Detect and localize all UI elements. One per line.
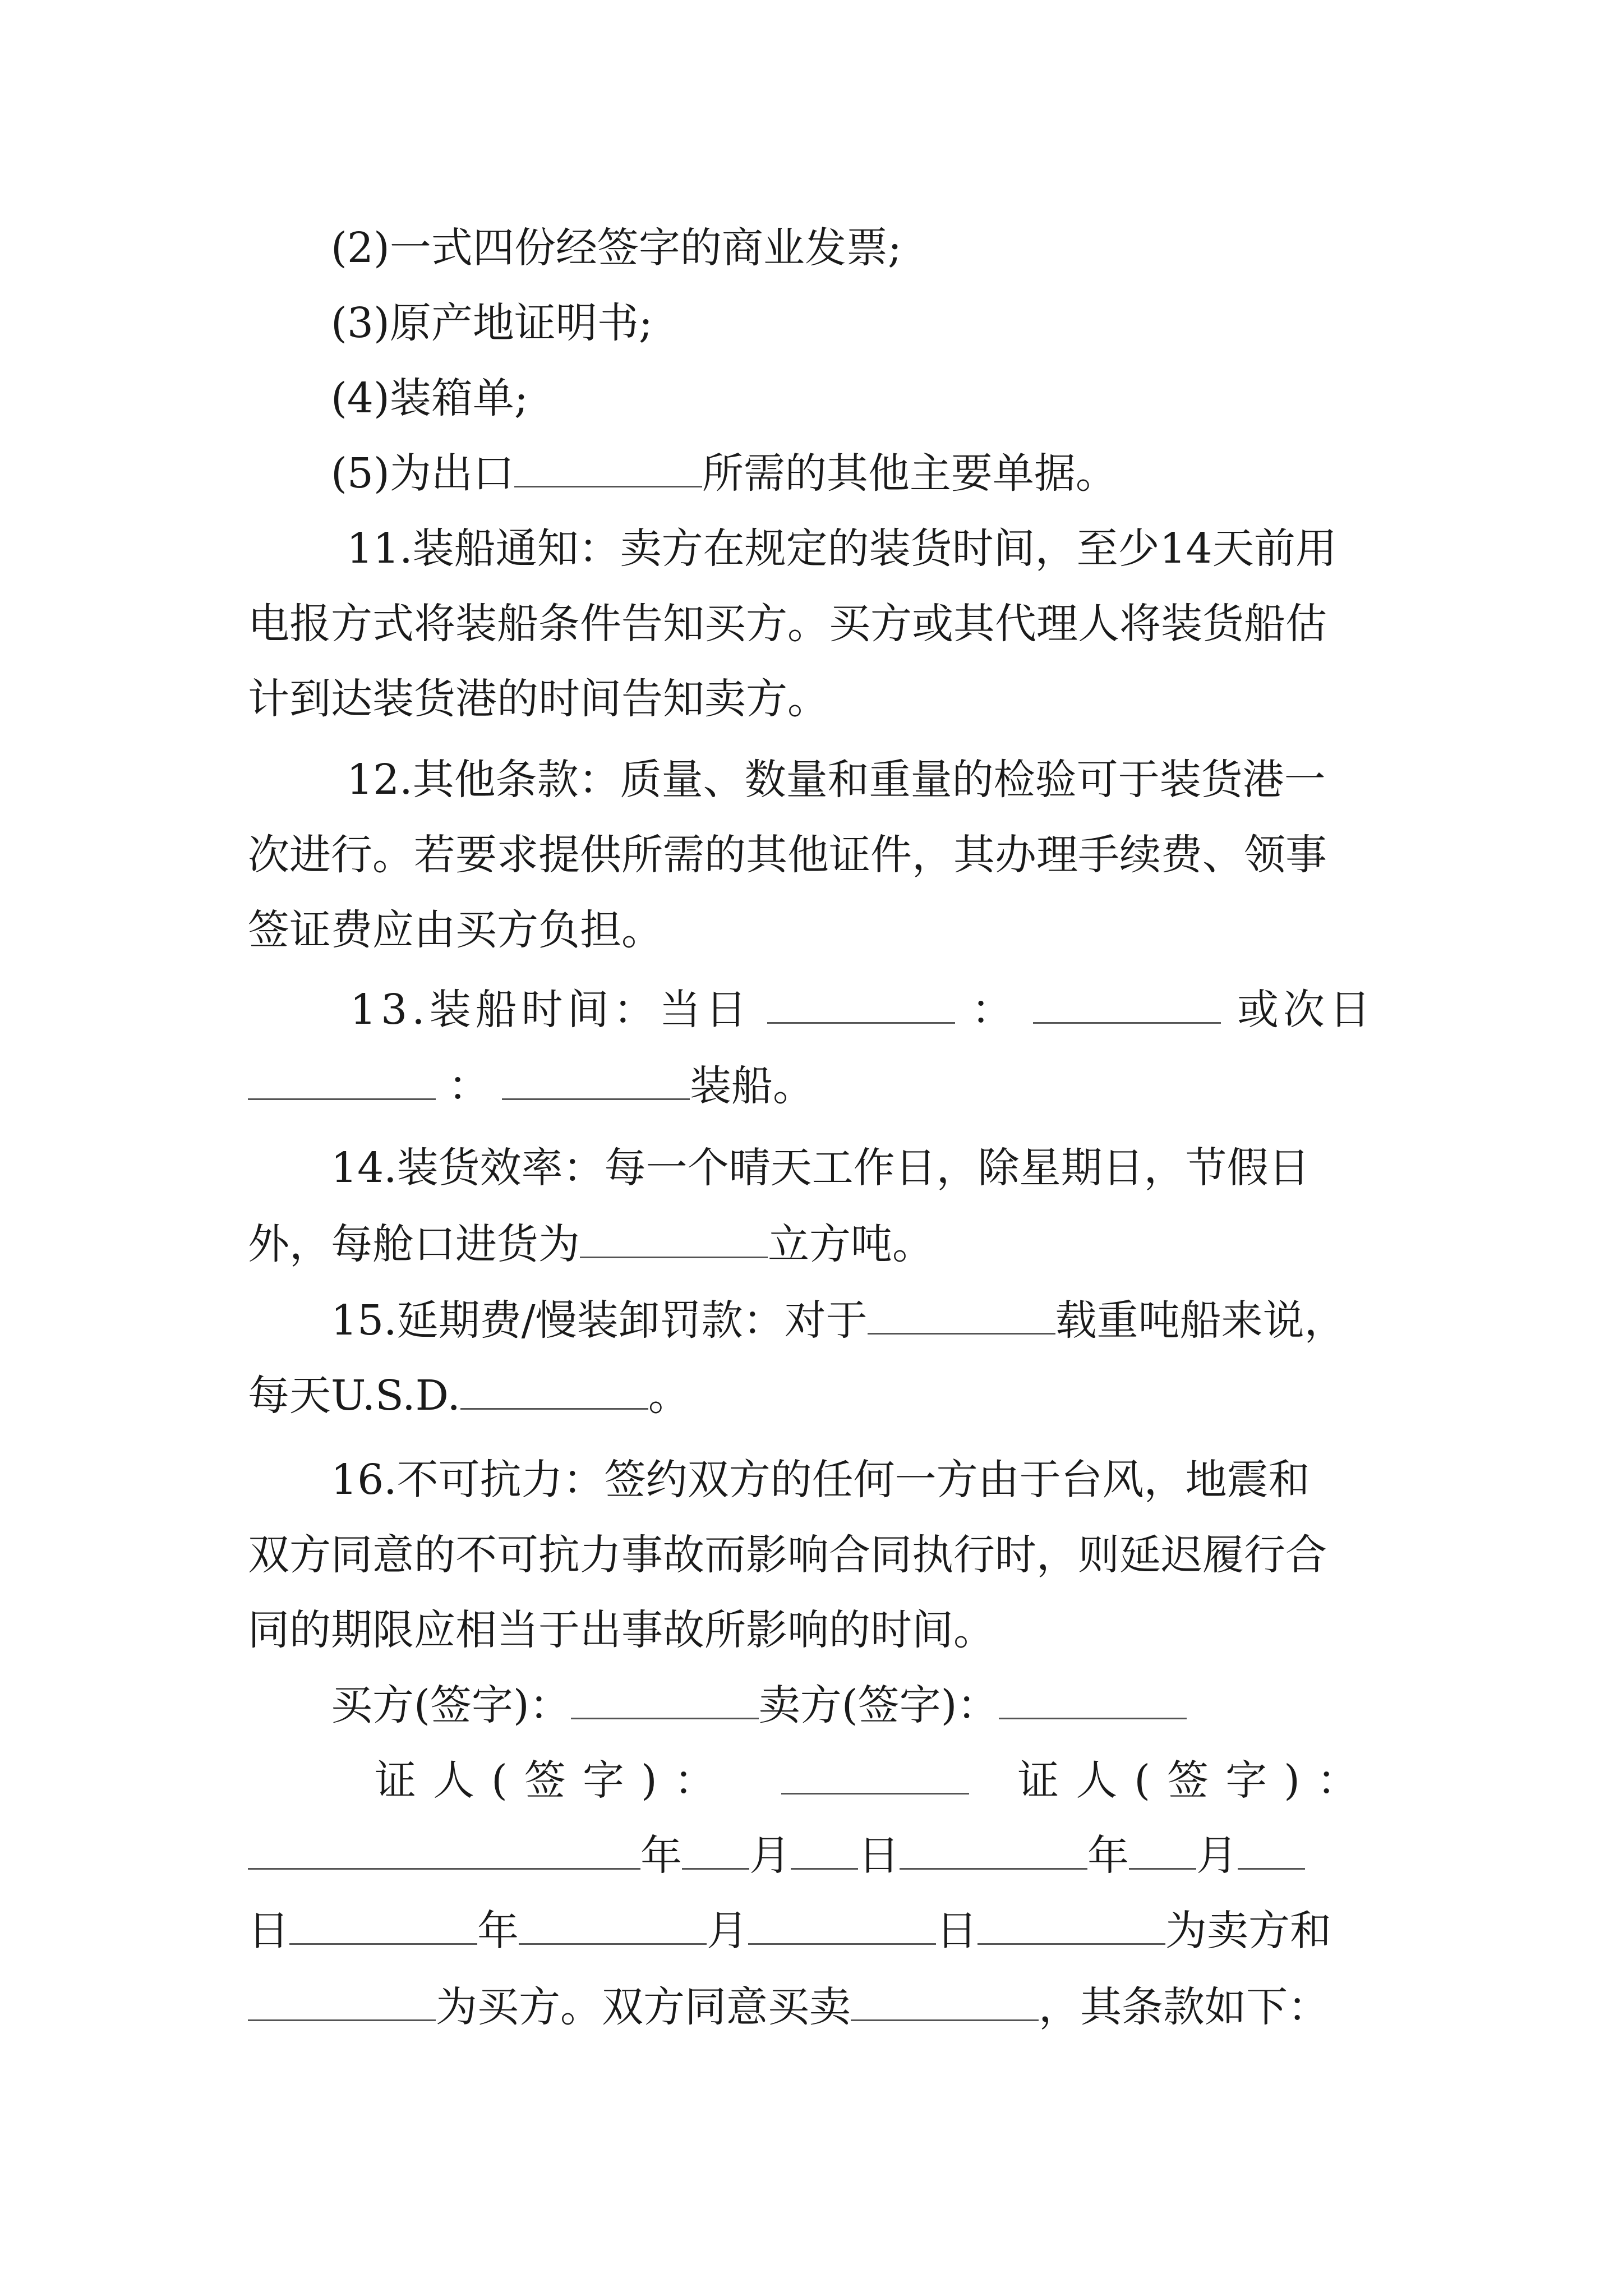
doc-line-clause-14 (331, 1131, 1375, 1204)
seller-signature-label: 卖方(签字)： (758, 1681, 999, 1729)
doc-line-clause-12 (347, 743, 1375, 816)
text: 为卖方和 (1165, 1907, 1331, 1955)
buyer-signature-label: 买方(签字)： (331, 1681, 571, 1729)
text: 年 (477, 1907, 519, 1955)
blank-field (460, 1374, 648, 1410)
doc-line-clause-11 (347, 512, 1375, 585)
doc-line-packing (331, 362, 1375, 435)
text: 13.装船时间：当日 (350, 986, 751, 1034)
text: 外，每舱口进货为 (248, 1220, 580, 1268)
text: 月 (707, 1907, 748, 1955)
doc-line (248, 1519, 1375, 1591)
doc-line (248, 818, 1375, 891)
text: 月 (1196, 1832, 1238, 1880)
text: (4)装箱单; (331, 374, 528, 422)
blank-field (248, 1986, 436, 2021)
text: 所需的其他主要单据。 (702, 449, 1117, 498)
blank-field (767, 988, 955, 1024)
text: ，其条款如下： (1039, 1983, 1329, 2031)
text: (5)为出口 (331, 449, 514, 498)
blank-field (289, 1910, 477, 1945)
doc-line (248, 587, 1375, 660)
doc-line-dates (248, 1819, 1375, 1892)
doc-line-origin (331, 287, 1375, 360)
text: 14.装货效率：每一个晴天工作日，除星期日，节假日 (331, 1144, 1310, 1192)
blank-field (1033, 988, 1221, 1024)
doc-line-clause-15 (331, 1284, 1375, 1357)
doc-line-dates-2 (248, 1894, 1375, 1967)
blank-field (571, 1684, 759, 1719)
blank-field (682, 1834, 749, 1870)
doc-line-signatures (331, 1669, 1375, 1742)
blank-field (514, 452, 702, 487)
text: 载重吨船来说， (1055, 1296, 1346, 1345)
text: (2)一式四份经签字的商业发票; (331, 224, 902, 272)
blank-field (519, 1910, 707, 1945)
text: 每天U.S.D. (248, 1372, 460, 1420)
text: 立方吨。 (768, 1220, 934, 1268)
text: 15.延期费/慢装卸罚款：对于 (331, 1296, 868, 1345)
blank-field (502, 1065, 690, 1100)
blank-field (781, 1759, 969, 1795)
text: 月 (749, 1832, 791, 1880)
text: 次进行。若要求提供所需的其他证件，其办理手续费、领事 (248, 831, 1327, 879)
doc-line-invoice (331, 211, 1375, 284)
blank-field (580, 1223, 768, 1258)
text: 计到达装货港的时间告知卖方。 (248, 675, 829, 723)
blank-field (748, 1910, 936, 1945)
doc-line-parties (248, 1971, 1375, 2044)
text: 双方同意的不可抗力事故而影响合同执行时，则延迟履行合 (248, 1531, 1327, 1579)
blank-field (248, 1065, 436, 1100)
text: 11.装船通知：卖方在规定的装货时间，至少14天前用 (347, 524, 1337, 573)
text: 日 (858, 1832, 900, 1880)
text: 电报方式将装船条件告知买方。买方或其代理人将装货船估 (248, 600, 1327, 648)
text: 日 (936, 1907, 978, 1955)
text: 装船。 (690, 1062, 814, 1110)
blank-field (978, 1910, 1165, 1945)
text: 12.其他条款：质量、数量和重量的检验可于装货港一 (347, 756, 1326, 804)
doc-line (248, 1208, 1375, 1281)
text: (3)原产地证明书; (331, 299, 653, 347)
blank-field (248, 1834, 640, 1870)
doc-line-clause-13 (350, 973, 1375, 1046)
blank-field (1129, 1834, 1196, 1870)
text: 年 (640, 1832, 682, 1880)
blank-field (900, 1834, 1087, 1870)
text: 16.不可抗力：签约双方的任何一方由于台风，地震和 (331, 1456, 1310, 1504)
doc-line-witnesses (375, 1744, 1375, 1817)
doc-line (248, 1050, 1375, 1122)
witness-signature-label: 证人(签字)： (1017, 1756, 1375, 1805)
doc-line-export-docs (331, 437, 1375, 510)
text: 同的期限应相当于出事故所影响的时间。 (248, 1606, 995, 1654)
text: 。 (648, 1372, 690, 1420)
doc-line (248, 662, 1375, 735)
doc-line (248, 894, 1375, 967)
blank-field (791, 1834, 858, 1870)
blank-field (851, 1986, 1039, 2021)
doc-line-clause-16 (331, 1443, 1375, 1516)
blank-field (1238, 1834, 1305, 1870)
text: 或次日 (1237, 986, 1375, 1034)
blank-field (868, 1299, 1055, 1335)
text: ： (971, 986, 1017, 1034)
witness-signature-label: 证人(签字)： (375, 1756, 732, 1805)
text: 日 (248, 1907, 289, 1955)
text: 签证费应由买方负担。 (248, 906, 663, 954)
text: 年 (1087, 1832, 1129, 1880)
doc-line (248, 1594, 1375, 1667)
blank-field (999, 1684, 1187, 1719)
doc-line (248, 1359, 1375, 1432)
text: 为买方。双方同意买卖 (436, 1983, 851, 2031)
text: ： (448, 1062, 490, 1110)
